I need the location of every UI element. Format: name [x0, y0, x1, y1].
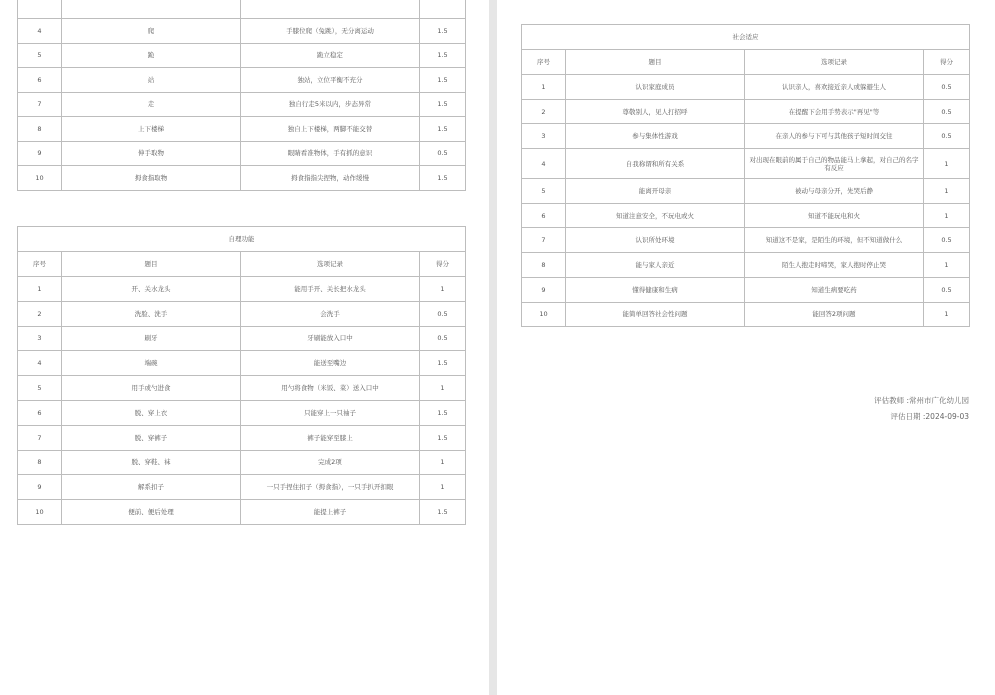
row-number: 6 [18, 400, 62, 425]
row-record: 只能穿上一只袖子 [241, 400, 420, 425]
table-row [18, 425, 466, 450]
table-row [18, 0, 466, 19]
row-record: 在提醒下会用手势表示"再见"等 [745, 99, 924, 124]
table-row [522, 228, 970, 253]
row-item: 端碗 [62, 351, 241, 376]
row-item: 跪 [62, 43, 241, 68]
row-item: 走 [62, 92, 241, 117]
row-item: 拇食指取物 [62, 166, 241, 191]
row-record: 能回答2项问题 [745, 302, 924, 327]
row-number: 4 [522, 149, 566, 179]
row-record: 跪立稳定 [241, 43, 420, 68]
table-row [18, 475, 466, 500]
row-item: 解系扣子 [62, 475, 241, 500]
table-caption: 自理功能 [18, 227, 466, 252]
row-number: 8 [18, 450, 62, 475]
row-score: 1.5 [420, 19, 466, 44]
evaluation-date: 评估日期 :2024-09-03 [890, 412, 969, 421]
row-item: 尊敬别人，见人打招呼 [566, 99, 745, 124]
row-score: 0.5 [420, 326, 466, 351]
row-item: 参与集体性游戏 [566, 124, 745, 149]
row-item: 洗脸、洗手 [62, 301, 241, 326]
row-item: 站 [62, 68, 241, 93]
row-item: 知道注意安全，不玩电或火 [566, 203, 745, 228]
row-number: 6 [522, 203, 566, 228]
row-score: 1.5 [420, 425, 466, 450]
row-record: 知道这不是家，是陌生的环境，但不知道做什么 [745, 228, 924, 253]
row-item: 用手或勺进食 [62, 376, 241, 401]
table-row [522, 203, 970, 228]
row-record: 眼睛看准物体，手有抓的意识 [241, 141, 420, 166]
row-item: 开、关水龙头 [62, 277, 241, 302]
row-number: 4 [18, 351, 62, 376]
table-row [18, 277, 466, 302]
row-record: 陌生人抱走时啼哭，家人抱时停止哭 [745, 253, 924, 278]
table-row [18, 301, 466, 326]
table-caption-row [18, 227, 466, 252]
row-number: 5 [18, 43, 62, 68]
row-number: 1 [18, 277, 62, 302]
self-care-table [17, 226, 466, 525]
row-number: 10 [522, 302, 566, 327]
evaluation-signature [874, 393, 969, 425]
row-score: 1.5 [420, 400, 466, 425]
table-row [18, 351, 466, 376]
table-row [18, 68, 466, 93]
table-header-row [522, 50, 970, 75]
column-header-record: 选项记录 [745, 50, 924, 75]
row-item: 脱、穿上衣 [62, 400, 241, 425]
table-row [522, 75, 970, 100]
row-score: 1 [420, 475, 466, 500]
table-row [522, 179, 970, 204]
row-record: 手膝位爬（兔跳），无分离运动 [241, 19, 420, 44]
table-row [522, 302, 970, 327]
row-score: 1 [420, 277, 466, 302]
row-number: 9 [522, 277, 566, 302]
row-number: 9 [18, 475, 62, 500]
row-item: 自我称谓和所有关系 [566, 149, 745, 179]
column-header-number: 序号 [522, 50, 566, 75]
table-row [18, 500, 466, 525]
motor-function-table [17, 0, 466, 191]
row-score: 0.5 [420, 301, 466, 326]
table-row [18, 400, 466, 425]
table-row [522, 253, 970, 278]
table-row [18, 92, 466, 117]
row-record: 能提上裤子 [241, 500, 420, 525]
row-score: 1 [924, 302, 970, 327]
row-score: 1 [924, 203, 970, 228]
row-record: 对出现在眼前的属于自己的物品能马上拿起，对自己的名字有反应 [745, 149, 924, 179]
row-record: 被动与母亲分开，先哭后静 [745, 179, 924, 204]
table-row [18, 141, 466, 166]
row-score: 0.5 [924, 99, 970, 124]
row-item: 脱、穿鞋、袜 [62, 450, 241, 475]
row-number: 4 [18, 19, 62, 44]
row-record: 知道生病要吃药 [745, 277, 924, 302]
row-number: 1 [522, 75, 566, 100]
row-number: 3 [18, 326, 62, 351]
row-number: 7 [522, 228, 566, 253]
row-score: 0.5 [420, 141, 466, 166]
row-record: 拇食指指尖捏物，动作缓慢 [241, 166, 420, 191]
row-number: 10 [18, 166, 62, 191]
row-score: 1.5 [420, 68, 466, 93]
row-score: 1.5 [420, 92, 466, 117]
row-record: 在亲人的参与下可与其他孩子短时间交往 [745, 124, 924, 149]
row-record: 独自行走5米以内，步态异常 [241, 92, 420, 117]
row-record: 知道不能玩电和火 [745, 203, 924, 228]
column-header-item: 题目 [566, 50, 745, 75]
row-number: 10 [18, 500, 62, 525]
row-score: 1 [420, 450, 466, 475]
row-item: 上下楼梯 [62, 117, 241, 142]
row-number: 6 [18, 68, 62, 93]
row-number: 5 [522, 179, 566, 204]
table-row [522, 277, 970, 302]
table-row [522, 99, 970, 124]
row-item: 伸手取物 [62, 141, 241, 166]
column-header-record: 选项记录 [241, 252, 420, 277]
row-score: 1 [420, 376, 466, 401]
row-score: 1.5 [420, 166, 466, 191]
row-item: 能简单回答社会性问题 [566, 302, 745, 327]
row-number: 2 [18, 301, 62, 326]
row-item: 能离开母亲 [566, 179, 745, 204]
row-item: 能与家人亲近 [566, 253, 745, 278]
row-item: 脱、穿裤子 [62, 425, 241, 450]
table-row [18, 450, 466, 475]
table-row [522, 124, 970, 149]
row-score: 0.5 [924, 124, 970, 149]
row-record: 用勺将食物（米饭、菜）送入口中 [241, 376, 420, 401]
column-header-number: 序号 [18, 252, 62, 277]
table-row [522, 149, 970, 179]
row-record: 完成2项 [241, 450, 420, 475]
table-header-row [18, 252, 466, 277]
row-number: 8 [522, 253, 566, 278]
column-header-score: 得分 [420, 252, 466, 277]
left-page [0, 0, 489, 695]
row-score: 1 [924, 149, 970, 179]
row-number: 2 [522, 99, 566, 124]
social-adaptation-table [521, 24, 970, 327]
row-record: 独自上下楼梯，两脚不能交替 [241, 117, 420, 142]
row-record: 一只手捏住扣子（拇食指），一只手扒开扣眼 [241, 475, 420, 500]
table-caption-row [522, 25, 970, 50]
row-number: 9 [18, 141, 62, 166]
column-header-score: 得分 [924, 50, 970, 75]
row-score: 0.5 [924, 228, 970, 253]
table-caption: 社会适应 [522, 25, 970, 50]
table-row [18, 326, 466, 351]
row-item: 爬 [62, 19, 241, 44]
row-score: 0.5 [924, 277, 970, 302]
evaluator-line: 评估教师 :常州市广化幼儿园 [874, 396, 969, 405]
table-row [18, 117, 466, 142]
row-number: 7 [18, 92, 62, 117]
row-number: 5 [18, 376, 62, 401]
row-score: 1.5 [420, 43, 466, 68]
row-record: 会洗手 [241, 301, 420, 326]
row-score: 1 [924, 179, 970, 204]
row-score: 1.5 [420, 351, 466, 376]
row-record: 牙刷能放入口中 [241, 326, 420, 351]
row-record: 能送至嘴边 [241, 351, 420, 376]
column-header-item: 题目 [62, 252, 241, 277]
row-record: 能用手开、关长把水龙头 [241, 277, 420, 302]
row-number: 8 [18, 117, 62, 142]
table-row [18, 166, 466, 191]
table-row [18, 19, 466, 44]
row-score: 1 [924, 253, 970, 278]
row-item: 认识家庭成员 [566, 75, 745, 100]
row-record: 独站，立位平衡不充分 [241, 68, 420, 93]
row-number: 7 [18, 425, 62, 450]
row-record: 认识亲人，喜欢接近亲人或躲避生人 [745, 75, 924, 100]
row-score: 1.5 [420, 117, 466, 142]
row-number: 3 [522, 124, 566, 149]
row-item: 便前、便后处理 [62, 500, 241, 525]
row-score: 0.5 [924, 75, 970, 100]
row-record: 裤子能穿至膝上 [241, 425, 420, 450]
row-item: 刷牙 [62, 326, 241, 351]
table-row [18, 43, 466, 68]
row-item: 认识所处环境 [566, 228, 745, 253]
row-score: 1.5 [420, 500, 466, 525]
row-item: 懂得健康和生病 [566, 277, 745, 302]
table-row [18, 376, 466, 401]
